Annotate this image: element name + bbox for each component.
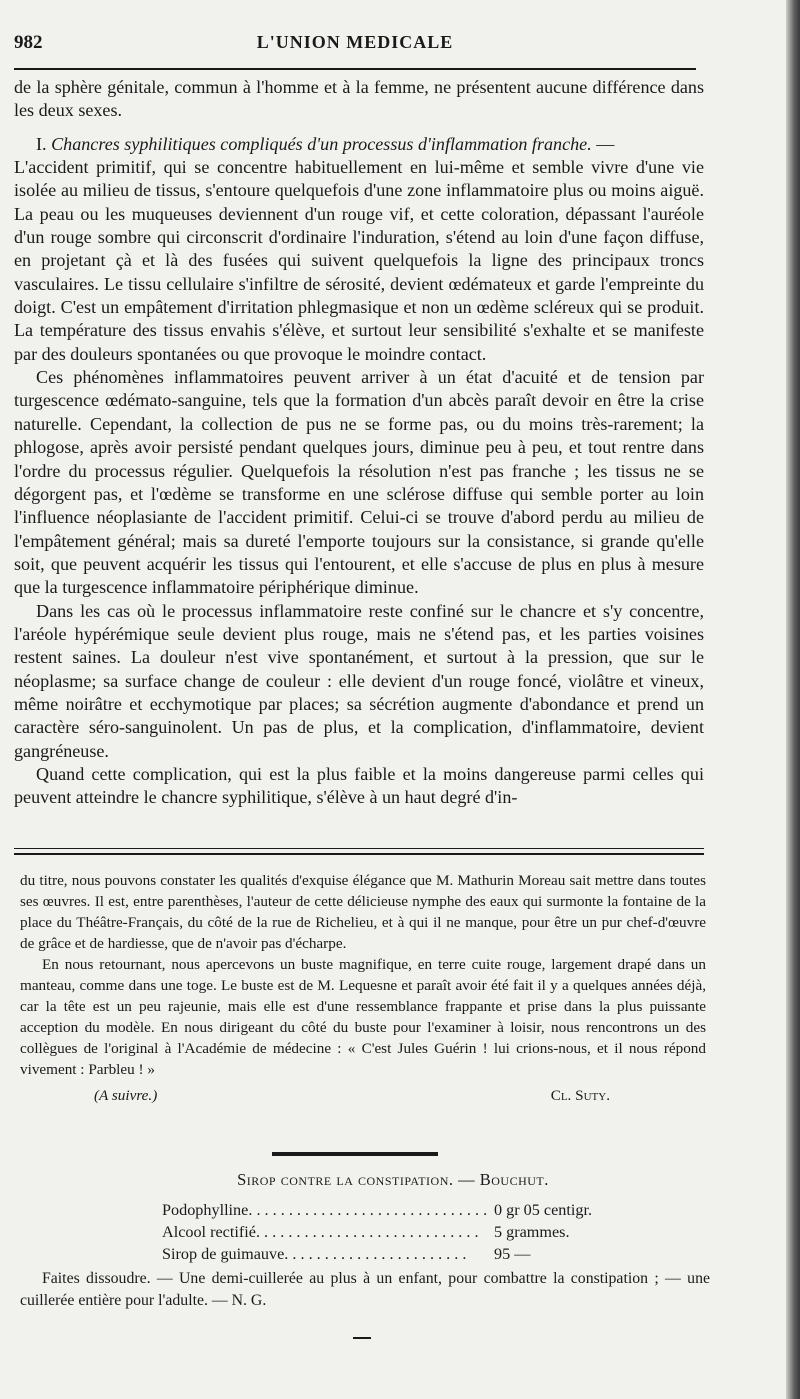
author-signature: Cl. Suty. bbox=[550, 1087, 610, 1104]
section-number: I. bbox=[36, 133, 47, 154]
section-heading: Chancres syphilitiques compliqués d'un processus d'inflammation franche. bbox=[51, 133, 592, 154]
ingredient-name: Alcool rectifié bbox=[162, 1223, 256, 1241]
page-edge-shadow bbox=[786, 0, 800, 1399]
recipe-item bbox=[162, 1221, 632, 1243]
ingredient-line bbox=[162, 1199, 492, 1221]
end-mark bbox=[353, 1337, 371, 1339]
recipe-item bbox=[162, 1243, 632, 1265]
feuilleton-paragraph: du titre, nous pouvons constater les qualités d'exquise élégance que M. Mathurin Moreau sait mettre dans toutes ses œuvres. Il est, entre parenthèses, l'auteur de cette délicieuse nymphe des eaux qui surmonte la fontaine de la place du Théâtre-Français, du côté de la rue de Richelieu, et à qui il ne manque, pour être un pur chef-d'œuvre de grâce et de hardiesse, que de n'avoir pas d'écharpe. bbox=[20, 872, 706, 952]
article-paragraph: Dans les cas où le processus inflammatoire reste confiné sur le chancre et s'y concentre, l'aréole hypérémique seule devient plus rouge, mais ne s'étend pas, et les parties voisines restent saines. La douleur n'est vive spontanément, et surtout à la pression, que sur le néoplasme; sa surface change de couleur : elle devient d'un rouge foncé, violâtre et vineux, même noirâtre et ecchymotique par places; sa sécrétion augmente d'abondance et prend un caractère séro-sanguinolent. Un pas de plus, et la complication, d'inflammatoire, devient gangréneuse. bbox=[14, 600, 704, 761]
section-dash: — bbox=[596, 133, 615, 154]
leader-dots: . . . . . . . . . . . . . . . . . . . . . . . . . . . . bbox=[255, 1223, 479, 1241]
recipe-list bbox=[162, 1199, 632, 1265]
leader-dots: . . . . . . . . . . . . . . . . . . . . . . . bbox=[284, 1245, 467, 1263]
feuilleton-separator bbox=[14, 848, 704, 855]
feuilleton bbox=[20, 870, 706, 1107]
ingredient-quantity: 0 gr 05 centigr. bbox=[494, 1201, 593, 1219]
ingredient-quantity: 5 grammes. bbox=[494, 1223, 570, 1241]
leader-dots: . . . . . . . . . . . . . . . . . . . . . . . . . . . . . . bbox=[248, 1201, 488, 1219]
feuilleton-paragraph: En nous retournant, nous apercevons un buste magnifique, en terre cuite rouge, largement drapé dans un manteau, comme dans une toge. Le buste est de M. Lequesne et paraît avoir été fait il y a quelques années déjà, car la tête est un peu rajeunie, mais elle est d'une ressemblance frappante et prise dans la plus puissante acception du modèle. En nous dirigeant du côté du buste pour l'examiner à loisir, nous rencontrons un des collègues de l'original à l'Académie de médecine : « C'est Jules Guérin ! lui crions-nous, et il nous répond vivement : Parbleu ! » bbox=[20, 956, 706, 1078]
article-paragraph: Ces phénomènes inflammatoires peuvent arriver à un état d'acuité et de tension par turgescence œdémato-sanguine, tels que la formation d'un abcès paraît devoir en être la crise naturelle. Cependant, la collection de pus ne se forme pas, ou du moins très-rarement; la phlogose, après avoir persisté pendant quelques jours, diminue peu à peu, et tout rentre dans l'ordre du processus régulier. Quelquefois la résolution n'est pas franche ; les tissus ne se dégorgent pas, et l'œdème se transforme en une sclérose diffuse qui semble porter au loin l'influence néoplasiante de l'accident primitif. Celui-ci se trouve d'abord perdu au milieu de l'empâtement général; mais sa dureté l'emporte toujours sur la consistance, si grande qu'elle soit, que peuvent acquérir les tissus qui l'entourent, et elle s'accuse de plus en plus à mesure que la turgescence inflammatoire périphérique diminue. bbox=[14, 367, 704, 598]
recipe-title: Sirop contre la constipation. — Bouchut. bbox=[237, 1170, 549, 1189]
page-number: 982 bbox=[14, 32, 43, 53]
ingredient-name: Sirop de guimauve bbox=[162, 1245, 285, 1263]
to-be-continued: (A suivre.) bbox=[94, 1087, 158, 1104]
recipe-item bbox=[162, 1199, 632, 1221]
page-header bbox=[14, 28, 696, 58]
ingredient-name: Podophylline bbox=[162, 1201, 249, 1219]
ingredient-line bbox=[162, 1221, 492, 1243]
recipe-instructions bbox=[20, 1268, 710, 1312]
recipe-separator bbox=[272, 1152, 438, 1156]
ingredient-line bbox=[162, 1243, 492, 1265]
article-paragraph: L'accident primitif, qui se concentre habituellement en lui-même et semble vivre d'une vie isolée au milieu de tissus, s'entoure quelquefois d'une zone inflammatoire plus ou moins aiguë. La peau ou les muqueuses deviennent d'un rouge vif, et cette coloration, dépassant l'auréole d'un rouge sombre qui circonscrit d'ordinaire l'induration, s'étend au loin d'une façon diffuse, en projetant çà et là des fusées qui suivent quelquefois la ligne des principaux troncs vasculaires. Le tissu cellulaire s'infiltre de sérosité, devient œdémateux et garde l'empreinte du doigt. C'est un empâtement d'irritation phlegmasique et non un œdème scléreux qui se produit. La température des tissus envahis s'élève, et surtout leur sensibilité s'exhalte et se manifeste par des douleurs spontanées ou que provoque le moindre contact. bbox=[14, 157, 704, 364]
article-paragraph: de la sphère génitale, commun à l'homme et à la femme, ne présentent aucune différence dans les deux sexes. bbox=[14, 77, 704, 121]
header-rule bbox=[14, 68, 696, 70]
article-paragraph: Quand cette complication, qui est la plus faible et la moins dangereuse parmi celles qui peuvent atteindre le chancre syphilitique, s'élève à un haut degré d'in- bbox=[14, 763, 704, 808]
running-title: L'UNION MEDICALE bbox=[256, 32, 454, 52]
ingredient-quantity: 95 — bbox=[494, 1245, 531, 1263]
feuilleton-signature bbox=[20, 1085, 706, 1107]
section-heading-line bbox=[14, 133, 704, 156]
instructions-text: Faites dissoudre. — Une demi-cuillerée au plus à un enfant, pour combattre la constipation ; — une cuillerée entière pour l'adulte. — N. G. bbox=[20, 1270, 710, 1309]
article-body bbox=[14, 76, 704, 810]
